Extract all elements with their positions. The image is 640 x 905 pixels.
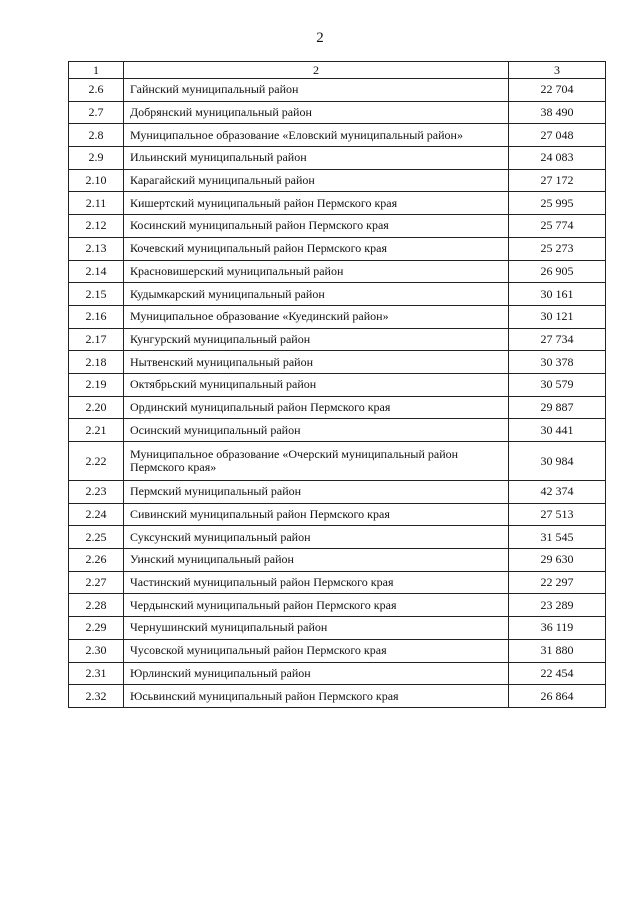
table-row [69, 215, 606, 238]
row-value: 30 161 [509, 283, 606, 306]
row-number: 2.31 [69, 662, 124, 685]
row-number: 2.30 [69, 639, 124, 662]
row-name: Муниципальное образование «Еловский муниципальный район» [124, 124, 509, 147]
row-value: 38 490 [509, 101, 606, 124]
row-value: 31 880 [509, 639, 606, 662]
row-number: 2.21 [69, 419, 124, 442]
page-number: 2 [316, 30, 324, 46]
row-number: 2.25 [69, 526, 124, 549]
row-value: 27 048 [509, 124, 606, 147]
column-header-3: 3 [509, 62, 606, 79]
table-row [69, 662, 606, 685]
row-value: 24 083 [509, 147, 606, 170]
row-name: Кудымкарский муниципальный район [124, 283, 509, 306]
row-value: 42 374 [509, 481, 606, 504]
row-name: Осинский муниципальный район [124, 419, 509, 442]
row-value: 30 121 [509, 305, 606, 328]
table-row [69, 594, 606, 617]
row-value: 30 984 [509, 442, 606, 481]
header-row [69, 62, 606, 79]
table-row [69, 419, 606, 442]
row-value: 27 513 [509, 503, 606, 526]
row-value: 29 887 [509, 396, 606, 419]
column-header-1: 1 [69, 62, 124, 79]
table-row [69, 79, 606, 102]
table-row [69, 124, 606, 147]
table-row [69, 549, 606, 572]
row-number: 2.11 [69, 192, 124, 215]
row-number: 2.10 [69, 169, 124, 192]
row-number: 2.9 [69, 147, 124, 170]
row-number: 2.13 [69, 237, 124, 260]
row-value: 22 297 [509, 571, 606, 594]
table-row [69, 481, 606, 504]
table-row [69, 283, 606, 306]
row-name: Кочевский муниципальный район Пермского края [124, 237, 509, 260]
row-value: 23 289 [509, 594, 606, 617]
row-name: Чусовской муниципальный район Пермского края [124, 639, 509, 662]
row-number: 2.6 [69, 79, 124, 102]
row-name: Октябрьский муниципальный район [124, 373, 509, 396]
row-number: 2.23 [69, 481, 124, 504]
row-value: 25 995 [509, 192, 606, 215]
table-row [69, 147, 606, 170]
row-name: Косинский муниципальный район Пермского края [124, 215, 509, 238]
row-number: 2.17 [69, 328, 124, 351]
row-number: 2.20 [69, 396, 124, 419]
row-name: Юрлинский муниципальный район [124, 662, 509, 685]
table-row [69, 617, 606, 640]
row-number: 2.29 [69, 617, 124, 640]
row-name: Юсьвинский муниципальный район Пермского края [124, 685, 509, 708]
row-number: 2.14 [69, 260, 124, 283]
row-value: 31 545 [509, 526, 606, 549]
row-name: Добрянский муниципальный район [124, 101, 509, 124]
row-number: 2.15 [69, 283, 124, 306]
data-table [68, 61, 606, 708]
row-value: 30 579 [509, 373, 606, 396]
row-value: 26 905 [509, 260, 606, 283]
table-row [69, 351, 606, 374]
table-row [69, 192, 606, 215]
table-row [69, 305, 606, 328]
row-name: Суксунский муниципальный район [124, 526, 509, 549]
table-row [69, 328, 606, 351]
row-number: 2.28 [69, 594, 124, 617]
row-number: 2.32 [69, 685, 124, 708]
row-name: Ильинский муниципальный район [124, 147, 509, 170]
table-row [69, 237, 606, 260]
row-value: 27 734 [509, 328, 606, 351]
row-value: 25 273 [509, 237, 606, 260]
row-name: Карагайский муниципальный район [124, 169, 509, 192]
row-value: 27 172 [509, 169, 606, 192]
row-number: 2.7 [69, 101, 124, 124]
row-number: 2.19 [69, 373, 124, 396]
row-name: Кунгурский муниципальный район [124, 328, 509, 351]
table-row [69, 442, 606, 481]
row-number: 2.16 [69, 305, 124, 328]
row-name: Гайнский муниципальный район [124, 79, 509, 102]
table-row [69, 101, 606, 124]
table-row [69, 639, 606, 662]
row-name: Муниципальное образование «Куединский район» [124, 305, 509, 328]
row-number: 2.27 [69, 571, 124, 594]
row-name: Уинский муниципальный район [124, 549, 509, 572]
row-value: 26 864 [509, 685, 606, 708]
row-name: Пермский муниципальный район [124, 481, 509, 504]
row-name: Частинский муниципальный район Пермского края [124, 571, 509, 594]
table-body [69, 62, 606, 708]
row-number: 2.24 [69, 503, 124, 526]
row-name: Сивинский муниципальный район Пермского края [124, 503, 509, 526]
row-number: 2.22 [69, 442, 124, 481]
column-header-2: 2 [124, 62, 509, 79]
row-number: 2.8 [69, 124, 124, 147]
table-row [69, 260, 606, 283]
row-value: 22 454 [509, 662, 606, 685]
row-number: 2.12 [69, 215, 124, 238]
row-name: Ординский муниципальный район Пермского края [124, 396, 509, 419]
row-number: 2.26 [69, 549, 124, 572]
table-row [69, 396, 606, 419]
row-name: Кишертский муниципальный район Пермского края [124, 192, 509, 215]
row-name: Красновишерский муниципальный район [124, 260, 509, 283]
table-row [69, 169, 606, 192]
row-name: Нытвенский муниципальный район [124, 351, 509, 374]
row-value: 30 378 [509, 351, 606, 374]
row-name: Муниципальное образование «Очерский муниципальный район Пермского края» [124, 442, 509, 481]
row-value: 29 630 [509, 549, 606, 572]
row-number: 2.18 [69, 351, 124, 374]
row-name: Чернушинский муниципальный район [124, 617, 509, 640]
row-value: 25 774 [509, 215, 606, 238]
row-value: 36 119 [509, 617, 606, 640]
table-row [69, 503, 606, 526]
table-row [69, 571, 606, 594]
table-row [69, 526, 606, 549]
table-row [69, 373, 606, 396]
row-value: 22 704 [509, 79, 606, 102]
row-value: 30 441 [509, 419, 606, 442]
table-row [69, 685, 606, 708]
row-name: Чердынский муниципальный район Пермского края [124, 594, 509, 617]
